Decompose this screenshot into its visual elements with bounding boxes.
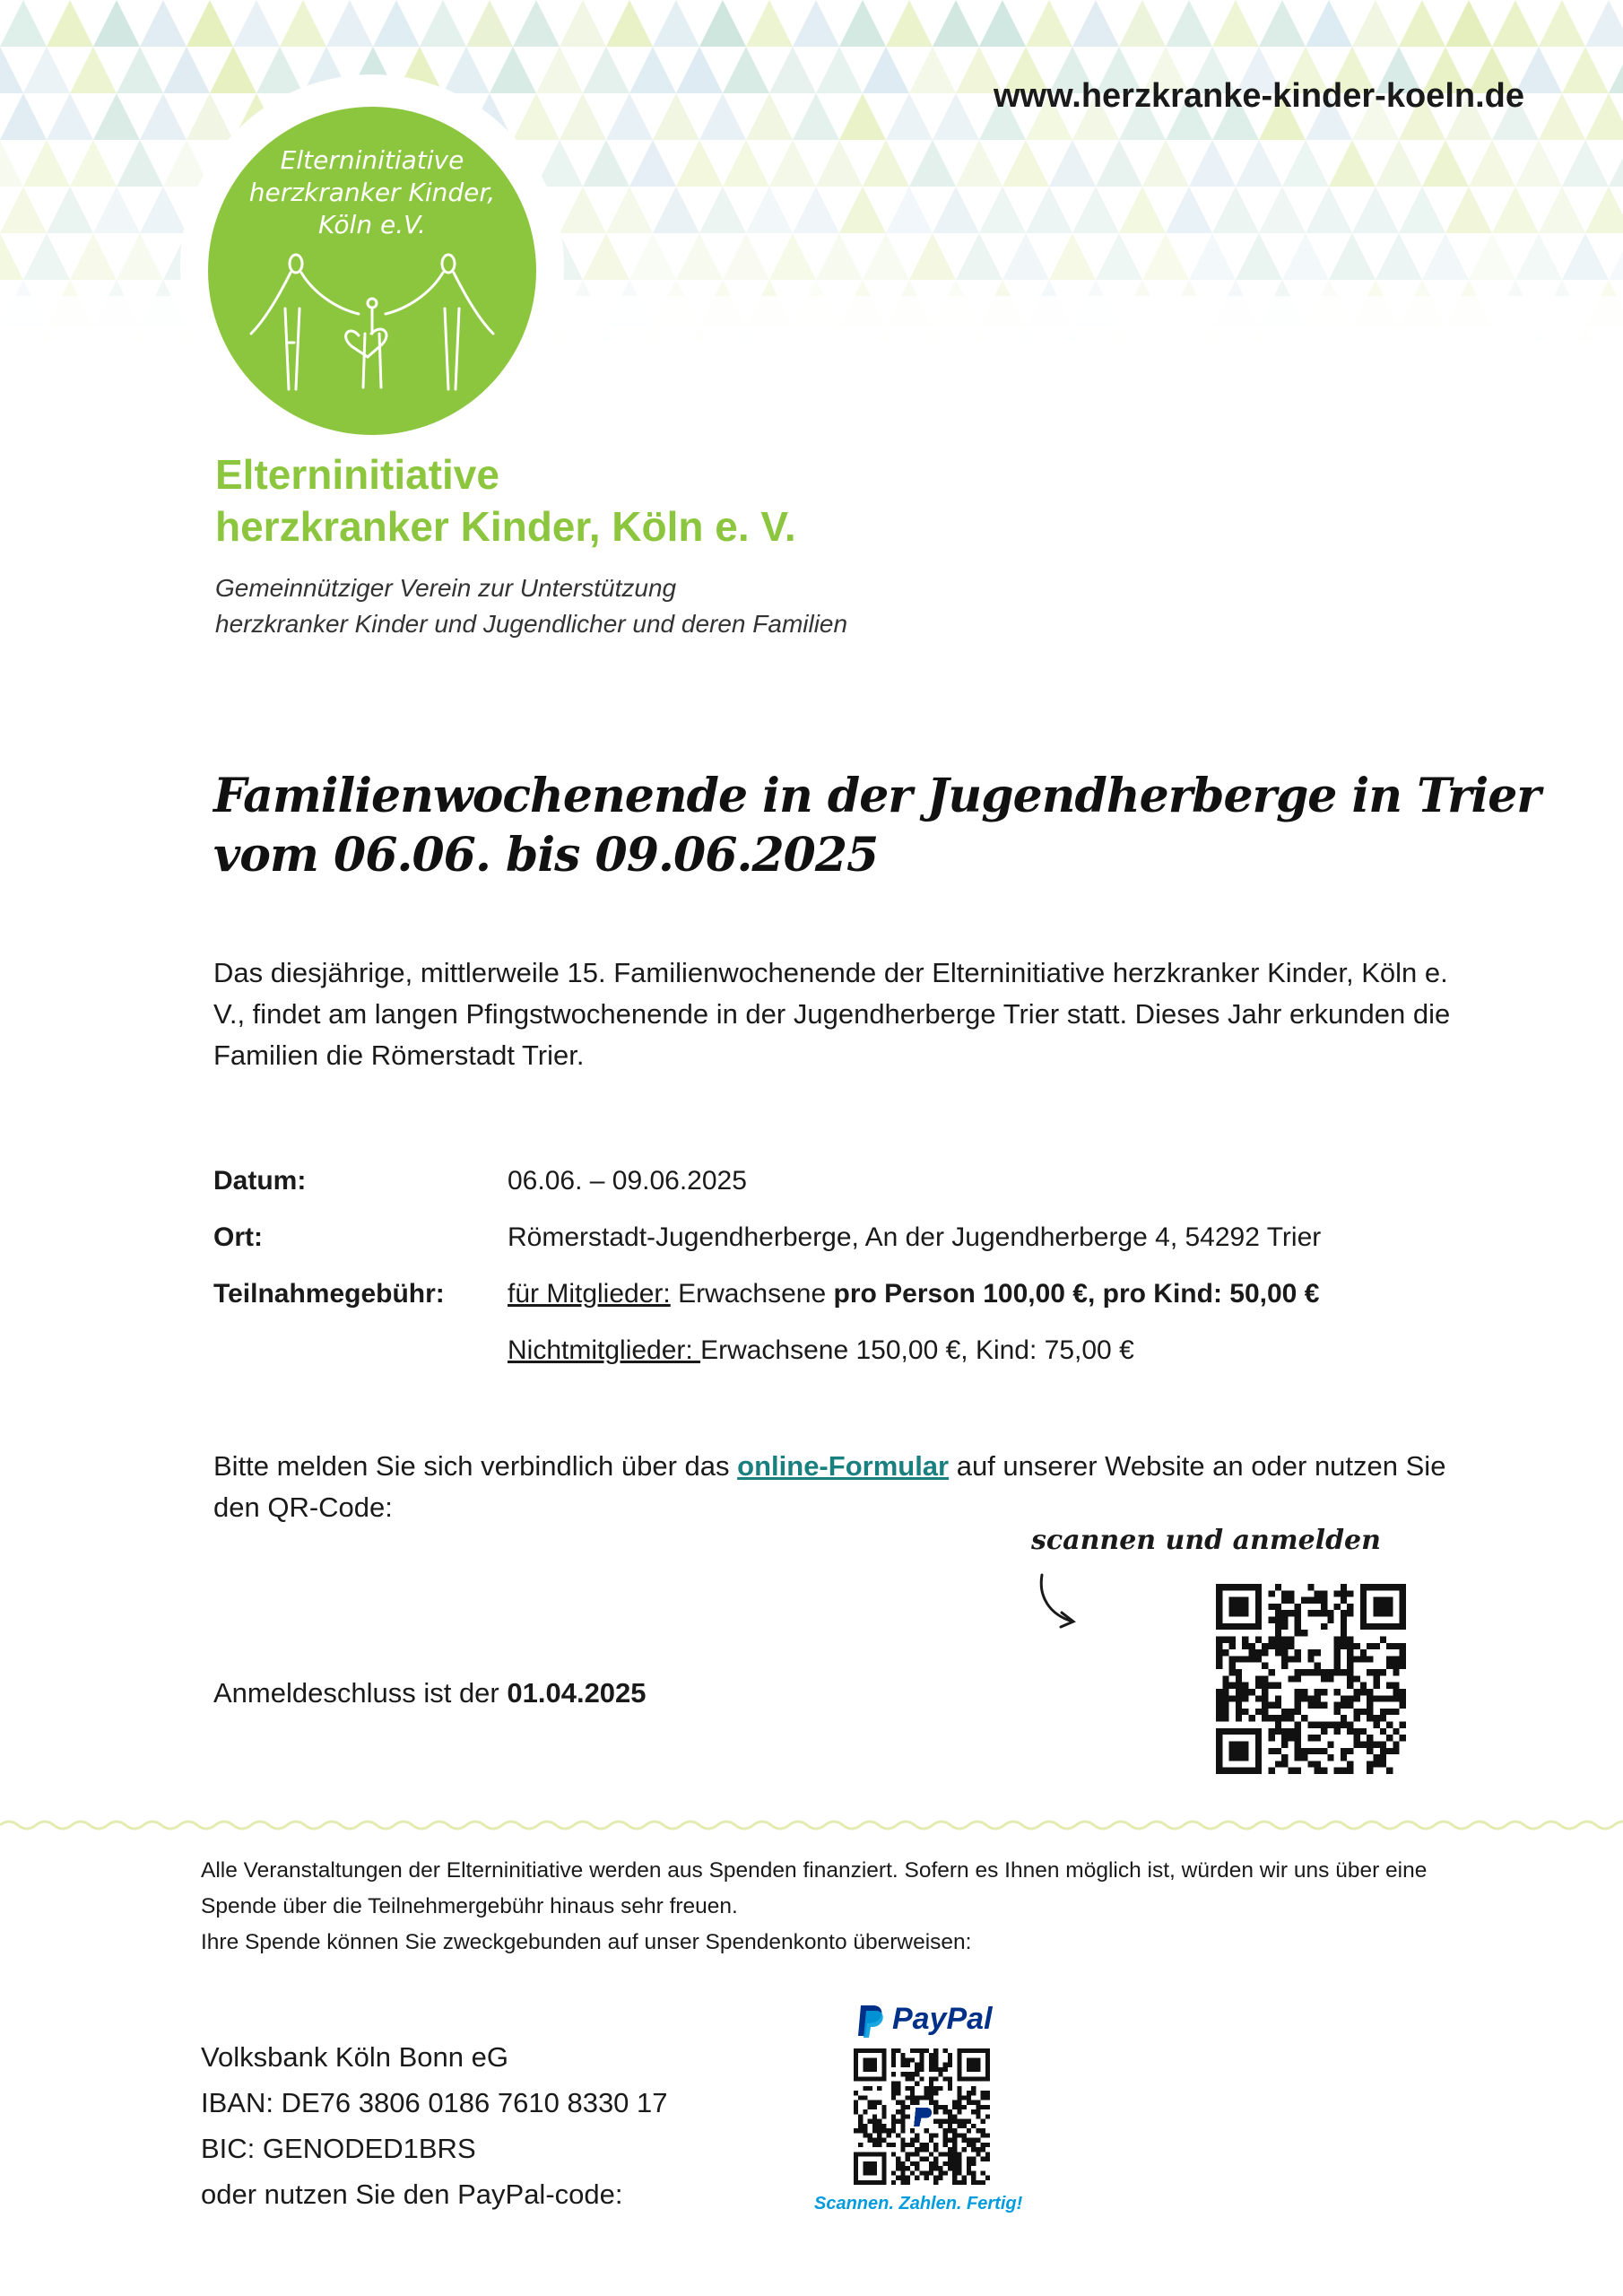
fee-label: Teilnahmegebühr: xyxy=(213,1279,445,1309)
donation-text-2: Ihre Spende können Sie zweckgebunden auf unser Spendenkonto überweisen: xyxy=(201,1930,972,1954)
event-title xyxy=(213,767,1541,885)
logo-text-line-1: Elterninitiative xyxy=(280,145,464,175)
organization-name xyxy=(215,448,796,552)
paypal-slogan: Scannen. Zahlen. Fertig! xyxy=(814,2194,1023,2213)
bank-details xyxy=(201,2034,668,2217)
paypal-wordmark: PayPal xyxy=(892,2002,993,2036)
members-text: Erwachsene xyxy=(670,1279,834,1309)
scan-hint: scannen und anmelden xyxy=(1031,1525,1381,1556)
event-title-line-2: vom 06.06. bis 09.06.2025 xyxy=(213,828,879,883)
bank-name: Volksbank Köln Bonn eG xyxy=(201,2041,508,2073)
donation-text-1: Alle Veranstaltungen der Elterninitiative werden aus Spenden finanziert. Sofern es Ihnen möglich ist, würden wir uns über eine Spende über die Teilnehmergebühr hinaus sehr freuen. xyxy=(201,1858,1428,1918)
date-label: Datum: xyxy=(213,1166,307,1196)
nonmembers-prices: Erwachsene 150,00 €, Kind: 75,00 € xyxy=(700,1335,1134,1365)
organization-name-line-1: Elterninitiative xyxy=(215,451,499,498)
members-label: für Mitglieder: xyxy=(508,1279,671,1309)
place-value: Römerstadt-Jugendherberge, An der Jugendherberge 4, 54292 Trier xyxy=(508,1222,1322,1252)
online-form-link[interactable]: online-Formular xyxy=(737,1450,950,1482)
registration-qr-code-icon[interactable] xyxy=(1216,1584,1406,1774)
organization-subtitle-line-2: herzkranker Kinder und Jugendlicher und deren Familien xyxy=(215,610,848,638)
fee-nonmembers-value xyxy=(508,1335,1134,1366)
registration-deadline xyxy=(213,1677,647,1709)
wavy-divider xyxy=(0,1816,1623,1834)
donation-info xyxy=(201,1853,1492,1961)
place-label: Ort: xyxy=(213,1222,263,1252)
logo-text-line-3: Köln e.V. xyxy=(318,210,426,239)
website-url[interactable]: www.herzkranke-kinder-koeln.de xyxy=(994,77,1524,115)
bank-bic: BIC: GENODED1BRS xyxy=(201,2133,476,2164)
registration-text-after: auf unserer Website an oder nutzen Sie den QR-Code: xyxy=(213,1450,1446,1523)
paypal-qr-code-icon[interactable] xyxy=(854,2048,990,2185)
curved-arrow-icon xyxy=(1031,1570,1085,1632)
logo-text-line-2: herzkranker Kinder, xyxy=(248,178,496,207)
deadline-text: Anmeldeschluss ist der xyxy=(213,1677,508,1709)
organization-name-line-2: herzkranker Kinder, Köln e. V. xyxy=(215,503,796,550)
event-title-line-1: Familienwochenende in der Jugendherberge in Trier xyxy=(213,769,1541,823)
bank-iban: IBAN: DE76 3806 0186 7610 8330 17 xyxy=(201,2087,668,2118)
paypal-hint: oder nutzen Sie den PayPal-code: xyxy=(201,2179,623,2210)
organization-subtitle-line-1: Gemeinnütziger Verein zur Unterstützung xyxy=(215,574,677,602)
registration-text-before: Bitte melden Sie sich verbindlich über das xyxy=(213,1450,738,1482)
fee-members-value xyxy=(508,1279,1319,1309)
members-prices: pro Person 100,00 €, pro Kind: 50,00 € xyxy=(833,1279,1320,1309)
organization-subtitle xyxy=(215,570,847,642)
event-intro-paragraph: Das diesjährige, mittlerweile 15. Familienwochenende der Elterninitiative herzkranker Kinder, Köln e. V., findet am langen Pfingstwochenende in der Jugendherberge Trier statt. Dieses Jahr erkunden die Familien die Römerstadt Trier. xyxy=(213,957,1451,1071)
paypal-logo-icon xyxy=(854,2002,890,2041)
registration-paragraph xyxy=(213,1446,1487,1528)
organization-logo xyxy=(179,74,565,459)
deadline-date: 01.04.2025 xyxy=(507,1677,647,1709)
date-value: 06.06. – 09.06.2025 xyxy=(508,1166,747,1196)
nonmembers-label: Nichtmitglieder: xyxy=(508,1335,701,1365)
